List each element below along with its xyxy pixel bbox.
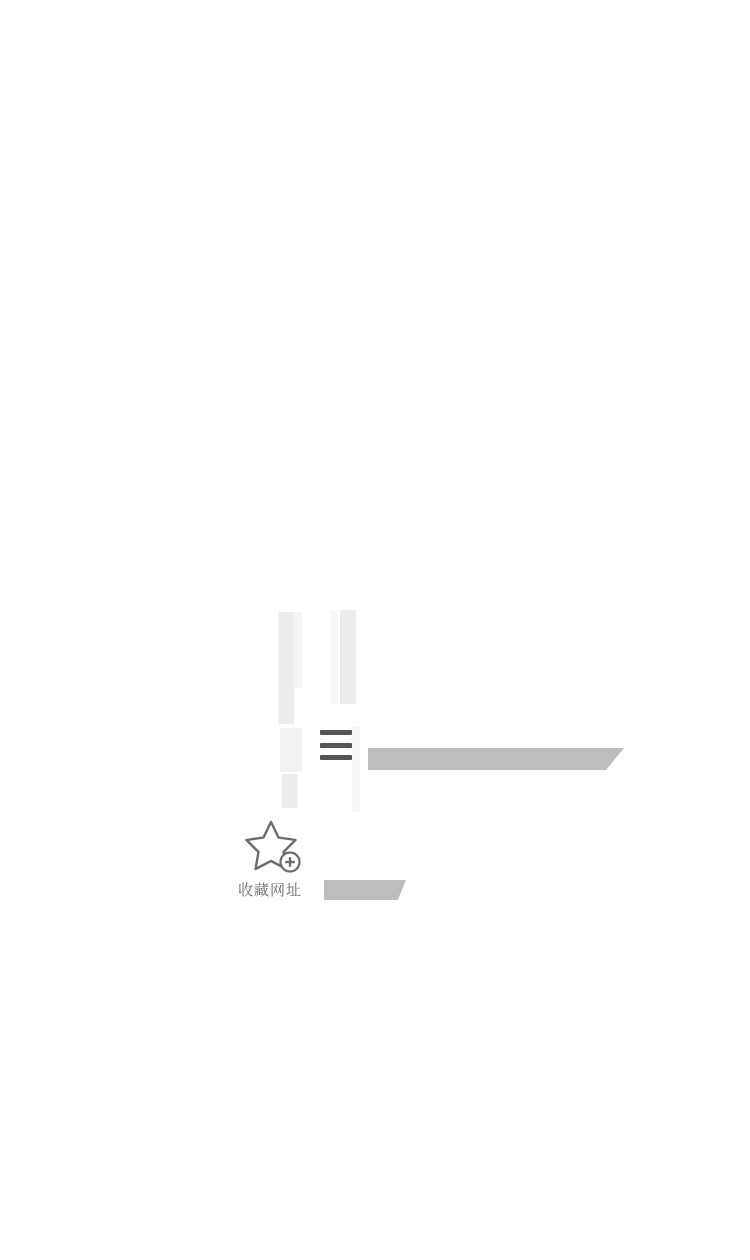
content-placeholder-strip-long — [368, 748, 624, 770]
skeleton-bar-4 — [340, 610, 356, 704]
skeleton-bar-7 — [352, 726, 360, 812]
menu-icon-line-1 — [320, 730, 352, 735]
favorite-star-icon — [244, 818, 308, 876]
add-favorite-button[interactable] — [238, 818, 378, 900]
skeleton-bar-3 — [330, 610, 338, 704]
add-favorite-label: 收藏网址 — [238, 881, 303, 899]
skeleton-bar-2 — [294, 612, 302, 688]
menu-icon[interactable] — [320, 730, 352, 760]
menu-icon-line-2 — [320, 743, 352, 748]
menu-icon-line-3 — [320, 755, 352, 760]
skeleton-bar-5 — [280, 728, 302, 772]
skeleton-bar-1 — [278, 612, 294, 724]
skeleton-bar-6 — [282, 774, 298, 808]
